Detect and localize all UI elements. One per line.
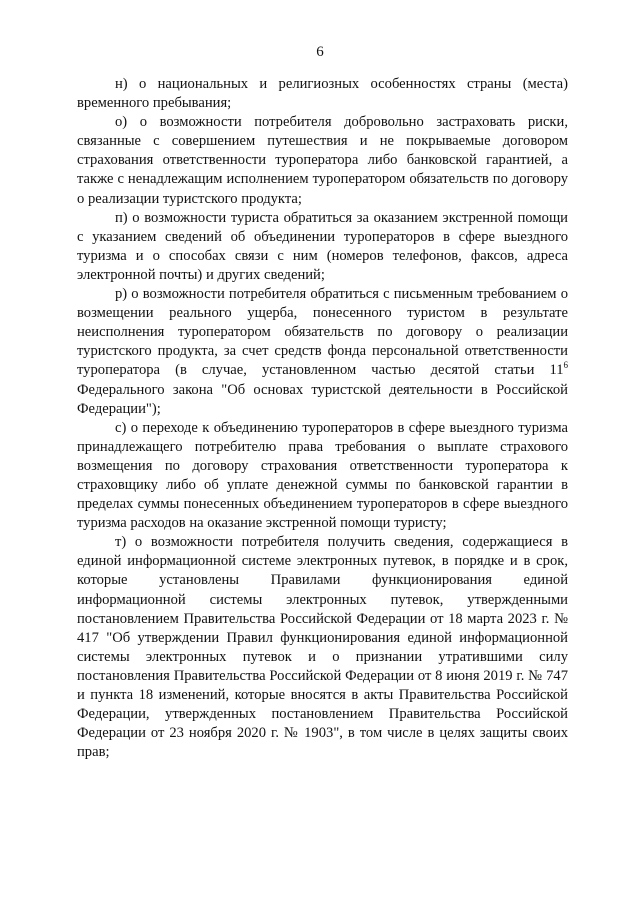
paragraph-n: н) о национальных и религиозных особенностях страны (места) временного пребывания;: [77, 76, 568, 112]
document-body: [77, 75, 568, 762]
paragraph-t: т) о возможности потребителя получить сведения, содержащиеся в единой информационной системе электронных путевок, в порядке и в срок, которые установлены Правилами функционирования единой информационной системы электронных путевок, утвержденными постановлением Правительства Российской Федерации от 18 марта 2023 г. № 417 "Об утверждении Правил функционирования единой информационной системы электронных путевок и о признании утратившими силу постановления Правительства Российской Федерации от 8 июня 2019 г. № 747 и пункта 18 изменений, которые вносятся в акты Правительства Российской Федерации, утвержденных постановлением Правительства Российской Федерации от 23 ноября 2020 г. № 1903", в том числе в целях защиты своих прав;: [77, 534, 568, 761]
paragraph-r-text-before: р) о возможности потребителя обратиться с письменным требованием о возмещении реального ущерба, понесенного туристом в результате неисполнения туроператором обязательств по договору о реализации туристского продукта, за счет средств фонда персональной ответственности туроператора (в случае, установленном частью десятой статьи 11: [77, 286, 568, 379]
paragraph-r: [77, 285, 568, 419]
paragraph-o: о) о возможности потребителя добровольно застраховать риски, связанные с совершением путешествия и не покрываемые договором страхования ответственности туроператора либо банковской гарантией, а также с ненадлежащим исполнением туроператором обязательств по договору о реализации туристского продукта;: [77, 114, 568, 207]
paragraph-r-superscript: 6: [563, 360, 568, 371]
page-number: 6: [316, 44, 324, 60]
paragraph-r-text-after: Федерального закона "Об основах туристской деятельности в Российской Федерации");: [77, 381, 568, 417]
paragraph-p: п) о возможности туриста обратиться за оказанием экстренной помощи с указанием сведений об объединении туроператоров в сфере выездного туризма и о способах связи с ним (номеров телефонов, факсов, адреса электронной почты) и других сведений;: [77, 209, 568, 283]
paragraph-s: с) о переходе к объединению туроператоров в сфере выездного туризма принадлежащего потребителю права требования о выплате страхового возмещения по договору страхования ответственности туроператора к страховщику либо об уплате денежной суммы по банковской гарантии в пределах суммы понесенных объединением туроператоров в сфере выездного туризма расходов на оказание экстренной помощи туристу;: [77, 419, 568, 532]
